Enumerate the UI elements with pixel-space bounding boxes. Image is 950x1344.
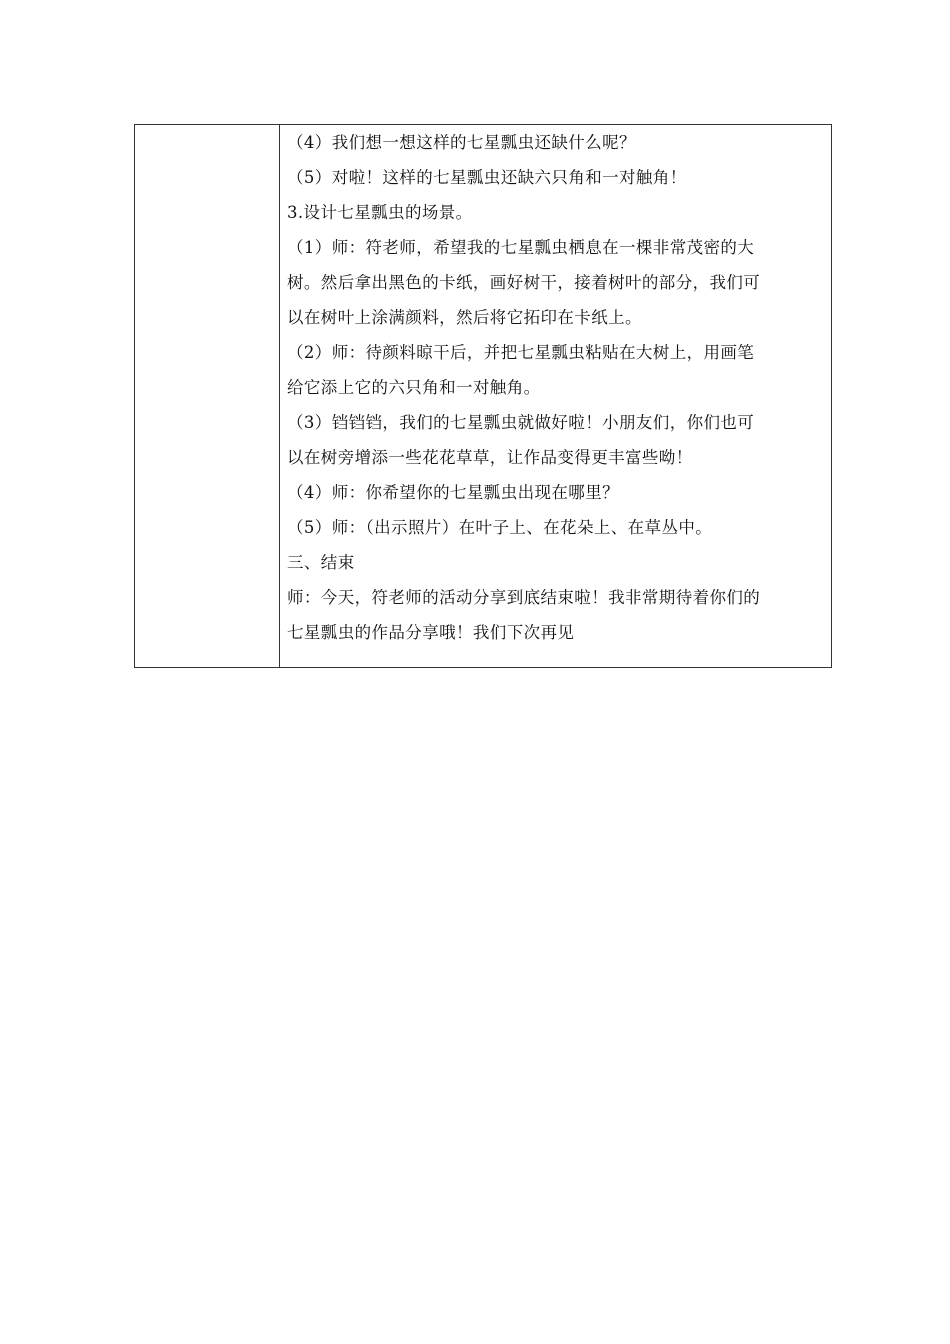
content-line: （5）对啦！这样的七星瓢虫还缺六只角和一对触角！ xyxy=(287,168,687,187)
content-line: （5）师：（出示照片）在叶子上、在花朵上、在草丛中。 xyxy=(287,518,713,537)
table-label-cell xyxy=(135,125,280,667)
content-line: （4）我们想一想这样的七星瓢虫还缺什么呢？ xyxy=(287,133,636,152)
content-line: （1）师：符老师，希望我的七星瓢虫栖息在一棵非常茂密的大 xyxy=(287,238,755,257)
content-line: （4）师：你希望你的七星瓢虫出现在哪里？ xyxy=(287,483,619,502)
content-line: 以在树叶上涂满颜料，然后将它拓印在卡纸上。 xyxy=(287,308,642,327)
content-line: 七星瓢虫的作品分享哦！我们下次再见 xyxy=(287,623,575,642)
table-content-cell xyxy=(280,125,831,667)
content-line: （3）铛铛铛，我们的七星瓢虫就做好啦！小朋友们，你们也可 xyxy=(287,413,755,432)
content-line: 树。然后拿出黑色的卡纸，画好树干，接着树叶的部分，我们可 xyxy=(287,273,761,292)
content-line: （2）师：待颜料晾干后，并把七星瓢虫粘贴在大树上，用画笔 xyxy=(287,343,755,362)
content-line: 以在树旁增添一些花花草草，让作品变得更丰富些呦！ xyxy=(287,448,693,467)
lesson-plan-table xyxy=(134,124,832,668)
content-line: 师：今天，符老师的活动分享到底结束啦！我非常期待着你们的 xyxy=(287,588,761,607)
content-line: 给它添上它的六只角和一对触角。 xyxy=(287,378,541,397)
section-heading: 三、结束 xyxy=(287,553,355,572)
content-line: 3.设计七星瓢虫的场景。 xyxy=(287,203,473,222)
